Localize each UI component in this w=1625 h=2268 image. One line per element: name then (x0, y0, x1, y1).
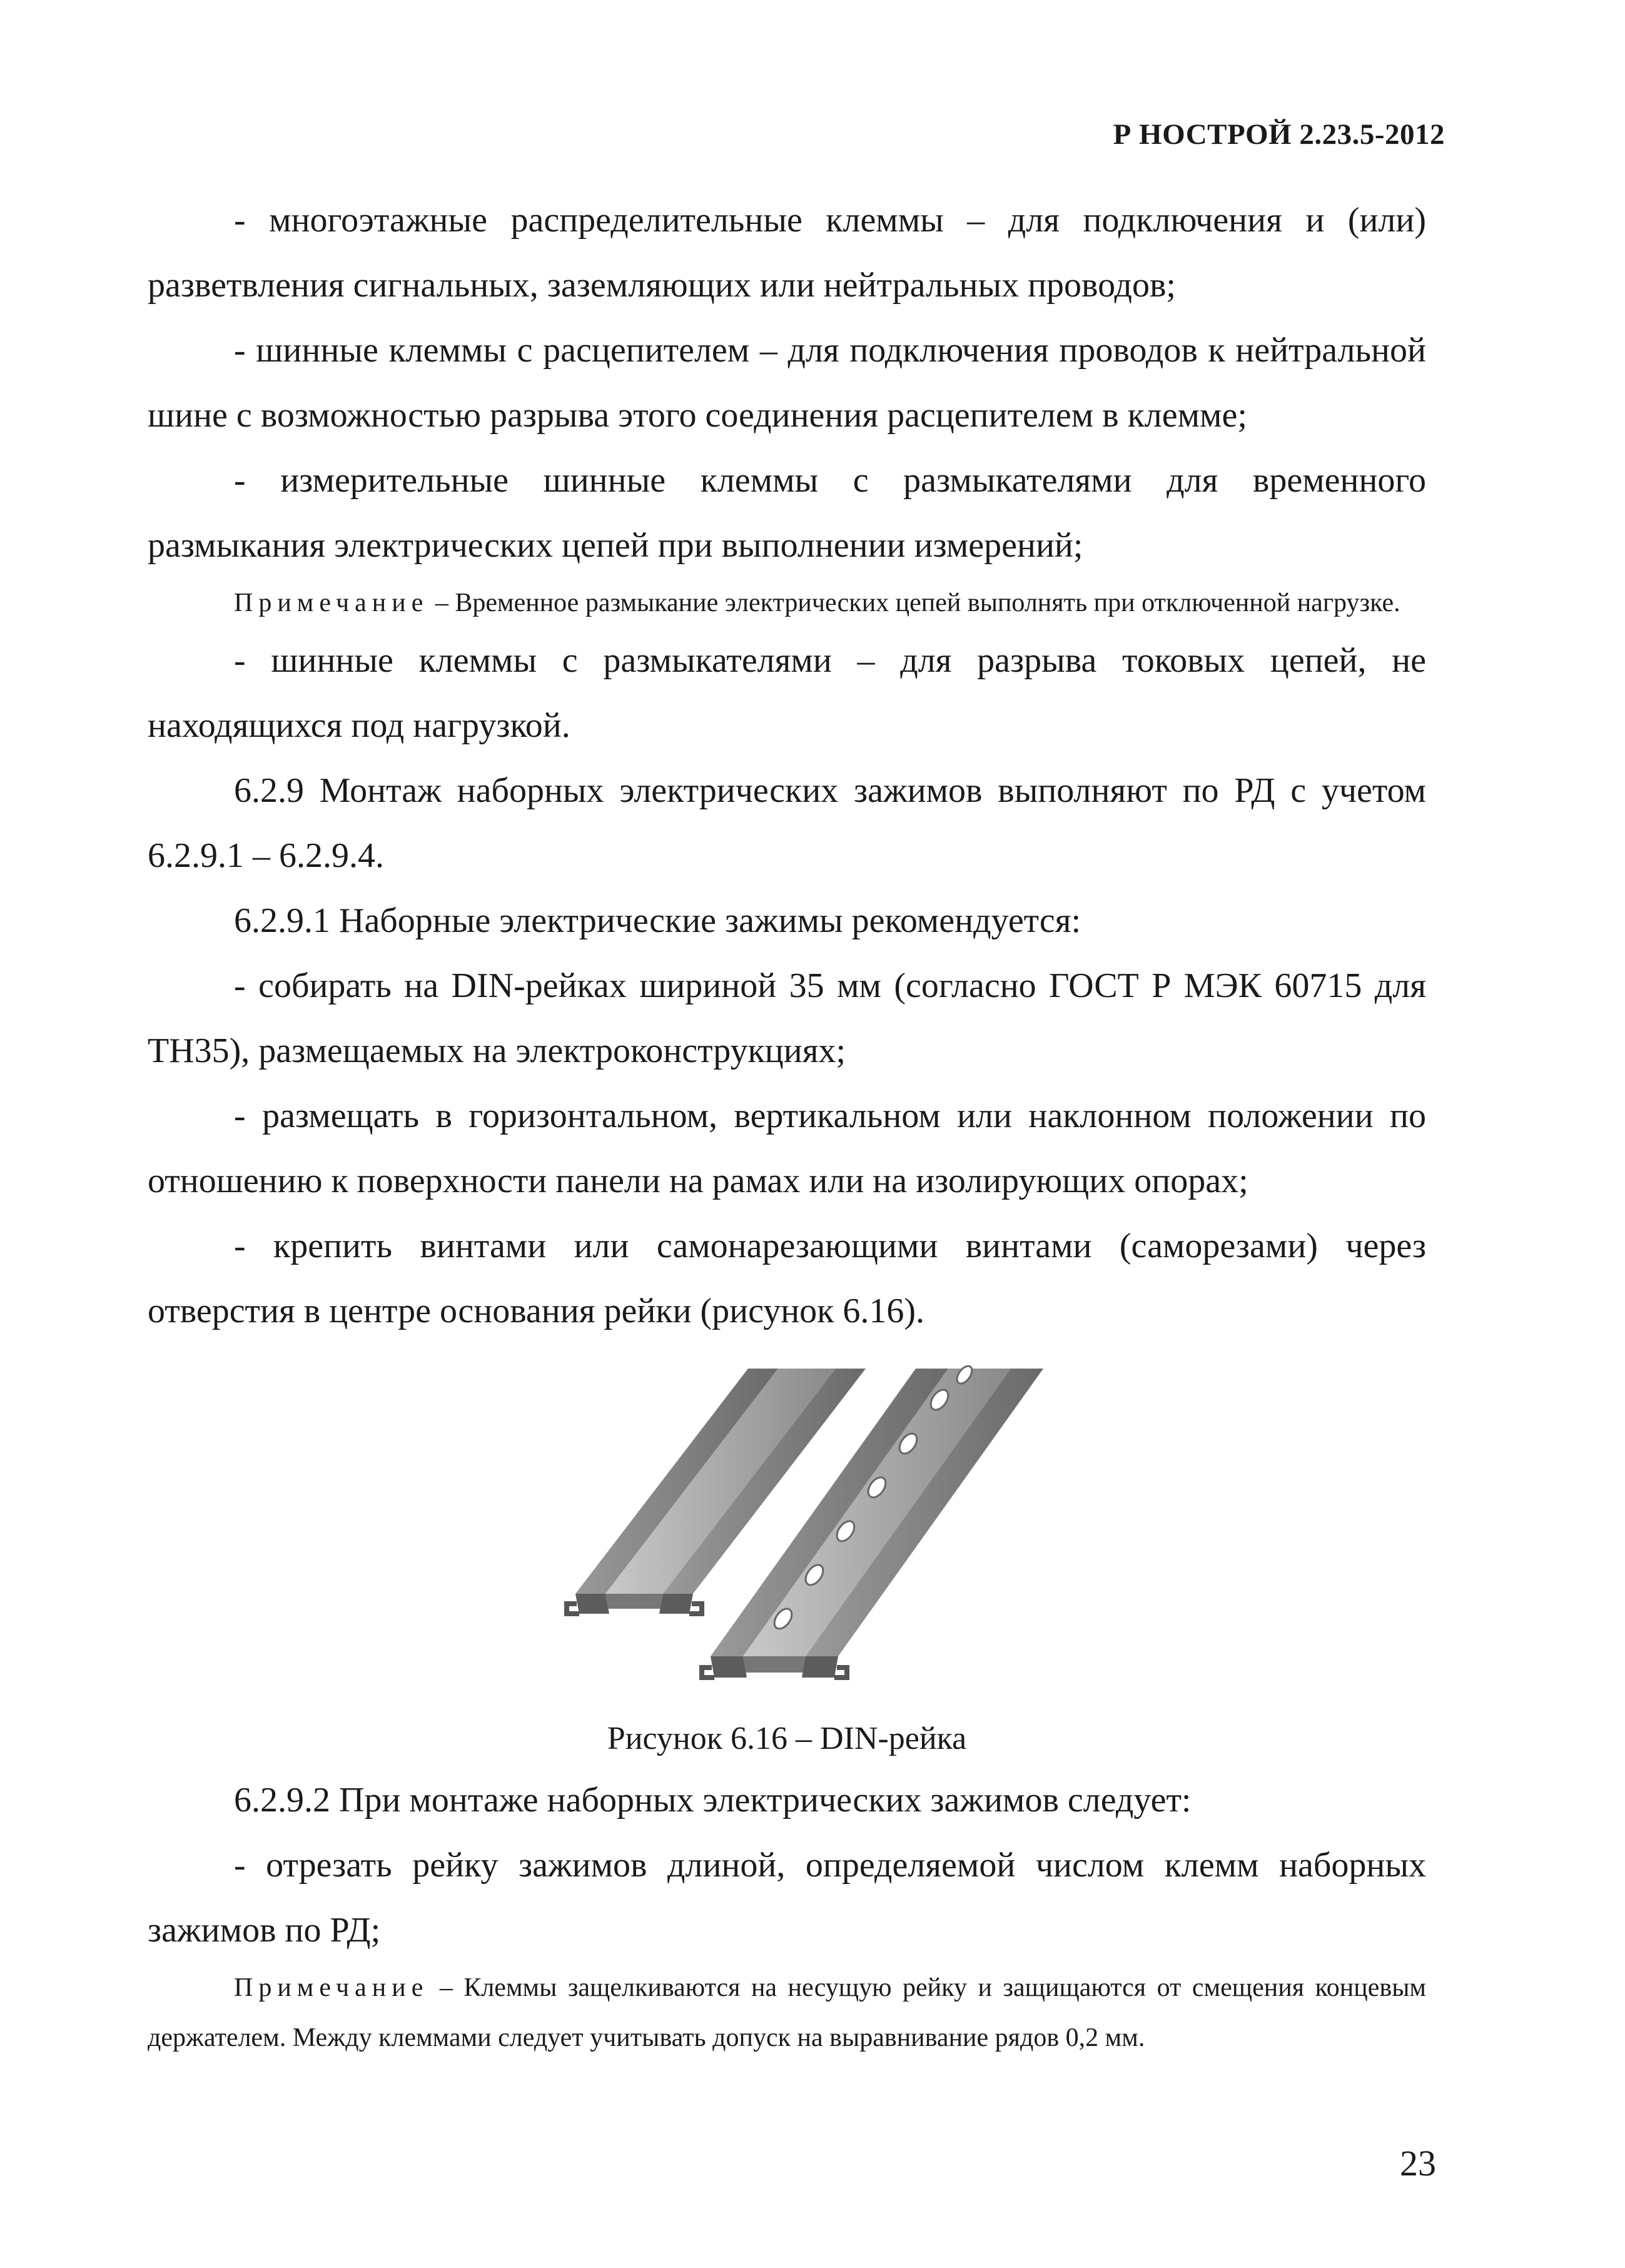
paragraph-cut-rail: - отрезать рейку зажимов длиной, определяемой числом клемм наборных зажимов по РД; (148, 1846, 1426, 1950)
din-rail-illustration (148, 1356, 1426, 1706)
paragraph-placement: - размещать в горизонтальном, вертикальном или наклонном положении по отношению к поверхности панели на рамах или на изолирующих опорах; (148, 1096, 1426, 1200)
paragraph-6-2-9: 6.2.9 Монтаж наборных электрических зажимов выполняют по РД с учетом 6.2.9.1 – 6.2.9.4. (148, 771, 1426, 875)
note-1-text: – Временное размыкание электрических цепей выполнять при отключенной нагрузке. (428, 589, 1400, 617)
paragraph-bus-terminals-disconnector: - шинные клеммы с расцепителем – для подключения проводов к нейтральной шине с возможностью разрыва этого соединения расцепителем в клемме; (148, 331, 1426, 435)
paragraph-bus-terminals-breakers: - шинные клеммы с размыкателями – для разрыва токовых цепей, не находящихся под нагрузкой. (148, 641, 1426, 745)
note-2-label: Примечание (234, 1973, 429, 2002)
paragraph-fastening: - крепить винтами или самонарезающими винтами (саморезами) через отверстия в центре основания рейки (рисунок 6.16). (148, 1227, 1426, 1330)
figure-caption: Рисунок 6.16 – DIN-рейка (607, 1721, 967, 1756)
note-2-text: – Клеммы защелкиваются на несущую рейку и защищаются от смещения концевым держателем. Между клеммами следует учитывать допуск на выравнивание рядов 0,2 мм. (148, 1973, 1426, 2052)
paragraph-6-2-9-1: 6.2.9.1 Наборные электрические зажимы рекомендуется: (234, 901, 1081, 940)
paragraph-multilevel-terminals: - многоэтажные распределительные клеммы – для подключения и (или) разветвления сигнальных, заземляющих или нейтральных проводов; (148, 201, 1426, 305)
paragraph-din-rail-mount: - собирать на DIN-рейках шириной 35 мм (согласно ГОСТ Р МЭК 60715 для ТН35), размещаемых на электроконструкциях; (148, 966, 1426, 1070)
document-code-header: Р НОСТРОЙ 2.23.5-2012 (1113, 118, 1445, 151)
paragraph-6-2-9-2: 6.2.9.2 При монтаже наборных электрических зажимов следует: (234, 1781, 1192, 1820)
page-number: 23 (1400, 2143, 1436, 2184)
note-2 (148, 1963, 1426, 2063)
figure-din-rail (148, 1356, 1426, 1706)
paragraph-measuring-terminals: - измерительные шинные клеммы с размыкателями для временного размыкания электрических цепей при выполнении измерений; (148, 461, 1426, 565)
note-1 (148, 578, 1426, 628)
note-1-label: Примечание (234, 589, 429, 617)
body-text (148, 188, 1426, 2063)
